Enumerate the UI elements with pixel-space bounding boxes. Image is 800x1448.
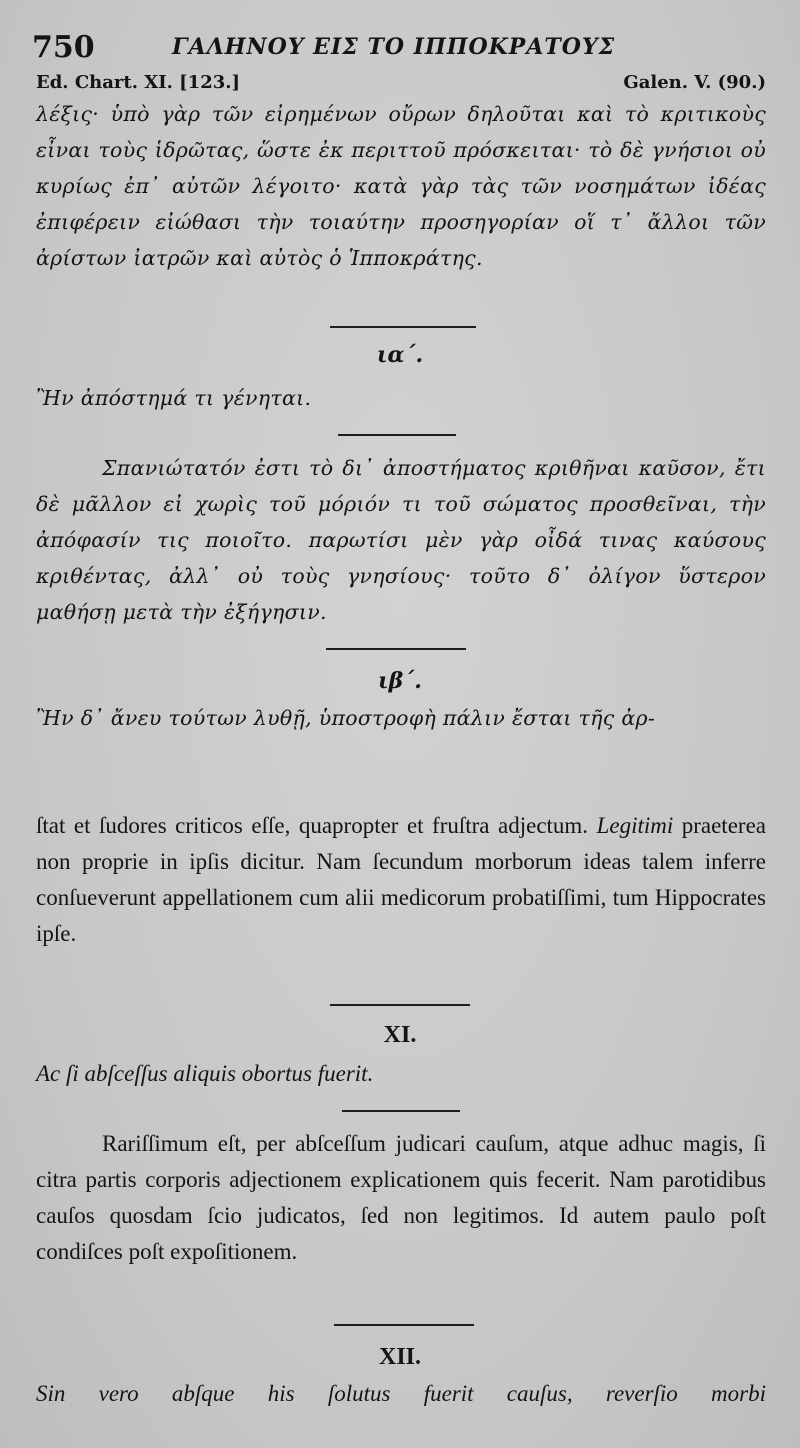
- latin-section-12-lemma-part-a: Sin vero abſque his ſolutus fuerit cauſus,: [36, 1381, 573, 1406]
- latin-section-11-commentary: Rariſſimum eſt, per abſceſſum judicari cauſum, atque adhuc magis, ſi citra partis corporis adjectionem explicationem quis fecerit. Nam parotidibus cauſos quosdam ſcio judicatos, ſed non legitimos. Id autem paulo poſt condiſces poſt expoſitionem.: [36, 1131, 766, 1264]
- running-title: ΓΑΛΗΝΟΥ ΕΙΣ ΤΟ ΙΠΠΟΚΡΑΤΟΥΣ: [172, 34, 616, 60]
- latin-section-11-lemma-block: [36, 1056, 766, 1092]
- latin-paragraph-1: [36, 808, 766, 952]
- latin-paragraph-1-block: [36, 808, 766, 952]
- edition-left: Ed. Chart. XI. [123.]: [36, 72, 241, 93]
- greek-paragraph-1: λέξις· ὑπὸ γὰρ τῶν εἰρημένων οὔρων δηλοῦται καὶ τὸ κριτικοὺς εἶναι τοὺς ἱδρῶτας, ὥστε ἐκ περιττοῦ πρόσκειται· τὸ δὲ γνήσιοι οὐ κυρίως ἐπ᾽ αὐτῶν λέγοιτο· κατὰ γὰρ τὰς τῶν νοσημάτων ἰδέας ἐπιφέρειν εἰώθασι τὴν τοιαύτην προσηγορίαν οἵ τ᾽ ἄλλοι τῶν ἀρίστων ἰατρῶν καὶ αὐτὸς ὁ Ἱπποκράτης.: [36, 102, 766, 270]
- greek-paragraph-1-block: [36, 96, 766, 276]
- greek-section-11-lemma: Ἢν ἀπόστημά τι γένηται.: [36, 386, 312, 410]
- section-divider: [334, 1324, 474, 1326]
- latin-section-11-commentary-block: [36, 1126, 766, 1270]
- latin-section-12-lemma: [36, 1376, 766, 1412]
- latin-section-12-lemma-part-b: reverſio morbi: [605, 1381, 766, 1406]
- greek-section-12-lemma-block: [36, 700, 766, 736]
- section-divider: [326, 648, 466, 650]
- greek-section-11-commentary: Σπανιώτατόν ἐστι τὸ δι᾽ ἀποστήματος κριθῆναι καῦσον, ἔτι δὲ μᾶλλον εἰ χωρὶς τοῦ μόριόν τι τοῦ σώματος προσθεῖναι, τὴν ἀπόφασίν τις ποιοῖτο. παρωτίσι μὲν γὰρ οἶδά τινας καύσους κριθέντας, ἀλλ᾽ οὐ τοὺς γνησίους· τοῦτο δ᾽ ὀλίγον ὕστερον μαθήσῃ μετὰ τὴν ἐξήγησιν.: [36, 456, 766, 624]
- greek-section-11-lemma-block: [36, 380, 766, 416]
- running-head: [32, 30, 772, 70]
- latin-section-11-number: XI.: [383, 1022, 417, 1048]
- greek-section-12-number: ιβ΄.: [378, 668, 422, 694]
- edition-right: Galen. V. (90.): [623, 72, 766, 93]
- section-divider: [342, 1110, 460, 1112]
- section-divider: [330, 1004, 470, 1006]
- latin-section-12-number: XII.: [378, 1344, 421, 1370]
- greek-section-11-commentary-block: [36, 450, 766, 630]
- latin-paragraph-1-part-a: ſtat et ſudores criticos eſſe, quapropter et fruſtra adjectum.: [36, 813, 597, 838]
- latin-section-11-lemma: Ac ſi abſceſſus aliquis obortus fuerit.: [36, 1061, 374, 1086]
- latin-section-12-lemma-block: [36, 1376, 766, 1412]
- page-number: 750: [32, 30, 95, 65]
- section-divider: [330, 326, 476, 328]
- latin-paragraph-1-italic: Legitimi: [596, 813, 674, 838]
- latin-paragraph-1-part-b: praeterea non proprie in ipſis dicitur. Nam ſecundum morborum ideas talem inferre conſueverunt appellationem cum alii medicorum probatiſſimi, tum Hippocrates ipſe.: [36, 813, 766, 946]
- section-divider: [338, 434, 456, 436]
- edition-line: [36, 72, 766, 96]
- greek-section-11-number: ια΄.: [376, 342, 424, 368]
- greek-section-12-lemma: Ἢν δ᾽ ἄνευ τούτων λυθῇ, ὑποστροφὴ πάλιν ἔσται τῆς ἀρ-: [36, 706, 656, 730]
